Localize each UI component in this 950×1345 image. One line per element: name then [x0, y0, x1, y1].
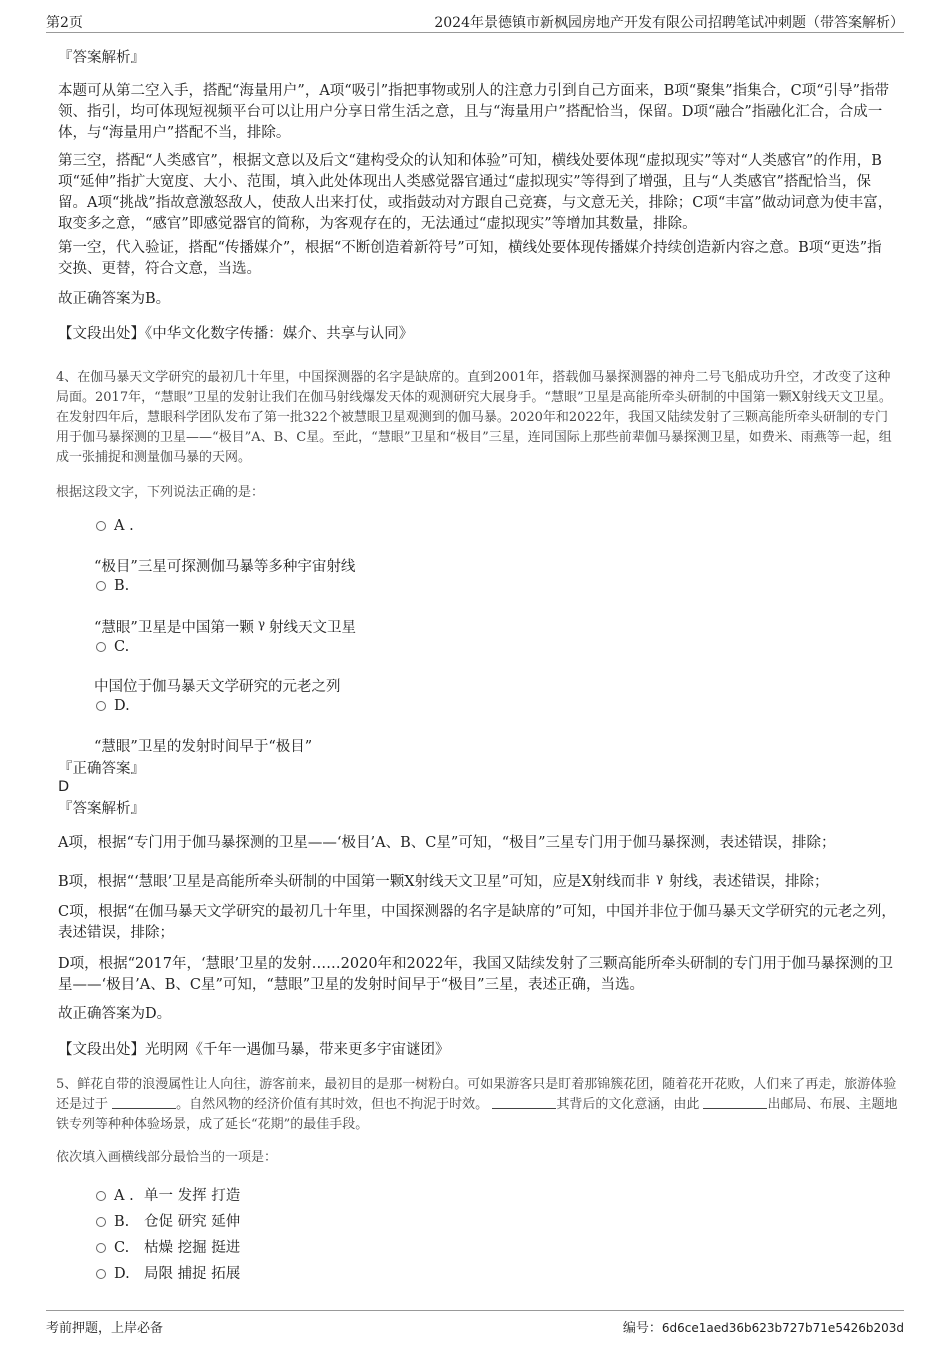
radio-button[interactable] — [96, 1217, 106, 1227]
option-letter: D. — [114, 1266, 130, 1282]
q4-analysis-b — [58, 868, 896, 893]
q5-passage — [56, 1075, 900, 1135]
q5-text: 出邮局、布展、主题地铁专列等种种体验场景，成了延长“花期”的最佳手段。 — [56, 1097, 898, 1132]
q4-source: 【文段出处】光明网《千年一遇伽马暴，带来更多宇宙谜团》 — [58, 1042, 450, 1058]
q4-conclusion: 故正确答案为D。 — [58, 1006, 172, 1022]
q4-passage: 4、在伽马暴天文学研究的最初几十年里，中国探测器的名字是缺席的。直到2001年，搭载伽马暴探测器的神舟二号飞船成功升空，才改变了这种局面。2017年，“慧眼”卫星的发射让我们在伽马射线爆发天体的观测研究大展身手。“慧眼”卫星是高能所牵头研制的中国第一颗X射线天文卫星。在发射四年后，慧眼科学团队发布了第一批322个被慧眼卫星观测到的伽马暴。2020年和2022年，我国又陆续发射了三颗高能所牵头研制的专门用于伽马暴探测的卫星——“极目”A、B、C星。至此，“慧眼”卫星和“极目”三星，连同国际上那些前辈伽马暴探测卫星，如费米、雨燕等一起，组成一张捕捉和测量伽马暴的天网。 — [56, 370, 892, 465]
page-header — [46, 8, 904, 33]
option-text-cont: 射线天文卫星 — [269, 620, 356, 636]
option-letter: C. — [114, 1240, 130, 1256]
q4-question: 根据这段文字，下列说法正确的是： — [56, 485, 265, 500]
q4-analysis-a: A项，根据“专门用于伽马暴探测的卫星——‘极目’A、B、C星”可知，“极目”三星专门用于伽马暴探测，表述错误，排除； — [58, 835, 836, 851]
radio-button[interactable] — [96, 642, 106, 652]
q3-conclusion: 故正确答案为B。 — [58, 291, 171, 307]
q5-question: 依次填入画横线部分最恰当的一项是： — [56, 1150, 278, 1165]
q4-option-a-text: “极目”三星可探测伽马暴等多种宇宙射线 — [94, 559, 356, 575]
fill-blank — [112, 1096, 176, 1109]
q5-option-b[interactable] — [96, 1210, 240, 1231]
option-text: 仓促 研究 延伸 — [144, 1214, 241, 1230]
radio-button[interactable] — [96, 1269, 106, 1279]
q3-analysis-p3: 第一空，代入验证，搭配“传播媒介”，根据“不断创造着新符号”可知，横线处要体现传播媒介持续创造新内容之意。B项“更迭”指交换、更替，符合文意，当选。 — [58, 240, 882, 277]
fill-blank — [492, 1096, 556, 1109]
q3-analysis-p2: 第三空，搭配“人类感官”，根据文意以及后文“建构受众的认知和体验”可知，横线处要体现“虚拟现实”等对“人类感官”的作用，B项“延伸”指扩大宽度、大小、范围，填入此处体现出人类感觉器官通过“虚拟现实”等得到了增强，且与“人类感官”搭配恰当，保留。A项“挑战”指故意激怒敌人，使敌人出来打仗，或指鼓动对方跟自己竞赛，与文意无关，排除；C项“丰富”做动词意为使丰富，取变多之意，“感官”即感觉器官的简称，为客观存在的，无法通过“虚拟现实”等增加其数量，排除。 — [58, 153, 893, 232]
q5-option-d[interactable] — [96, 1262, 240, 1283]
radio-button[interactable] — [96, 581, 106, 591]
code-value: 6d6ce1aed36b623b727b71e5426b203d — [661, 1321, 904, 1335]
q3-analysis-label: 『答案解析』 — [58, 50, 145, 66]
option-letter: B. — [114, 1214, 130, 1230]
document-code — [623, 1317, 904, 1336]
page-number: 第2页 — [46, 15, 83, 31]
option-text: 局限 捕捉 拓展 — [144, 1266, 241, 1282]
fill-blank — [703, 1096, 767, 1109]
q5-option-a[interactable] — [96, 1184, 240, 1205]
radio-button[interactable] — [96, 1243, 106, 1253]
q5-text: 5、鲜花自带的浪漫属性让人向往，游客前来，最初目的是那一树粉白。可如果游客只是盯着那锦簇花团，随着花开花败，人们来了再走，旅游体验还是过于 — [56, 1077, 897, 1112]
option-text: “慧眼”卫星是中国第一颗 — [94, 620, 254, 636]
code-label: 编号： — [622, 1321, 662, 1336]
q4-correct-label: 『正确答案』 — [58, 761, 145, 777]
radio-button[interactable] — [96, 521, 106, 531]
radio-button[interactable] — [96, 701, 106, 711]
q4-correct-answer: D — [58, 779, 70, 795]
q4-option-d-text: “慧眼”卫星的发射时间早于“极目” — [94, 739, 313, 755]
q4-option-a[interactable] — [96, 518, 134, 534]
option-letter: C. — [114, 639, 130, 655]
q4-option-c-text: 中国位于伽马暴天文学研究的元老之列 — [94, 679, 341, 695]
document-title: 2024年景德镇市新枫园房地产开发有限公司招聘笔试冲刺题（带答案解析） — [434, 15, 904, 31]
option-text: 枯燥 挖掘 挺进 — [144, 1240, 241, 1256]
q4-option-d[interactable] — [96, 698, 130, 714]
q3-analysis-p1: 本题可从第二空入手，搭配“海量用户”，A项“吸引”指把事物或别人的注意力引到自己方面来，B项“聚集”指集合，C项“引导”指带领、指引，均可体现短视频平台可以让用户分享日常生活之意，且与“海量用户”搭配恰当，保留。D项“融合”指融化汇合，合成一体，与“海量用户”搭配不当，排除。 — [58, 83, 890, 141]
option-letter: B. — [114, 578, 130, 594]
option-letter: A . — [114, 1188, 134, 1204]
q4-analysis-label: 『答案解析』 — [58, 801, 145, 817]
q4-analysis-c: C项，根据“在伽马暴天文学研究的最初几十年里，中国探测器的名字是缺席的”可知，中国并非位于伽马暴天文学研究的元老之列，表述错误，排除； — [58, 904, 896, 941]
analysis-b-text-cont: 射线，表述错误，排除； — [669, 874, 829, 890]
gamma-symbol: γ — [257, 617, 265, 631]
radio-button[interactable] — [96, 1191, 106, 1201]
q5-option-c[interactable] — [96, 1236, 240, 1257]
q4-option-b-text — [94, 616, 356, 637]
option-letter: D. — [114, 698, 130, 714]
q4-analysis-d: D项，根据“2017年，‘慧眼’卫星的发射……2020年和2022年，我国又陆续发射了三颗高能所牵头研制的专门用于伽马暴探测的卫星——‘极目’A、B、C星”可知，“慧眼”卫星的发射时间早于“极目”三星，表述正确，当选。 — [58, 956, 893, 993]
q3-source: 【文段出处】《中华文化数字传播：媒介、共享与认同》 — [58, 326, 414, 342]
footer-slogan: 考前押题，上岸必备 — [46, 1321, 164, 1336]
option-text: 单一 发挥 打造 — [144, 1188, 241, 1204]
q5-text: 其背后的文化意涵，由此 — [556, 1097, 700, 1112]
q5-text: 。自然风物的经济价值有其时效，但也不拘泥于时效。 — [176, 1097, 489, 1112]
option-letter: A . — [114, 518, 134, 534]
q4-option-c[interactable] — [96, 639, 129, 655]
gamma-symbol: γ — [655, 871, 664, 885]
page-footer — [46, 1310, 904, 1337]
q4-option-b[interactable] — [96, 578, 129, 594]
analysis-b-text: B项，根据“‘慧眼’卫星是高能所牵头研制的中国第一颗X射线天文卫星”可知，应是X射线而非 — [58, 874, 650, 890]
